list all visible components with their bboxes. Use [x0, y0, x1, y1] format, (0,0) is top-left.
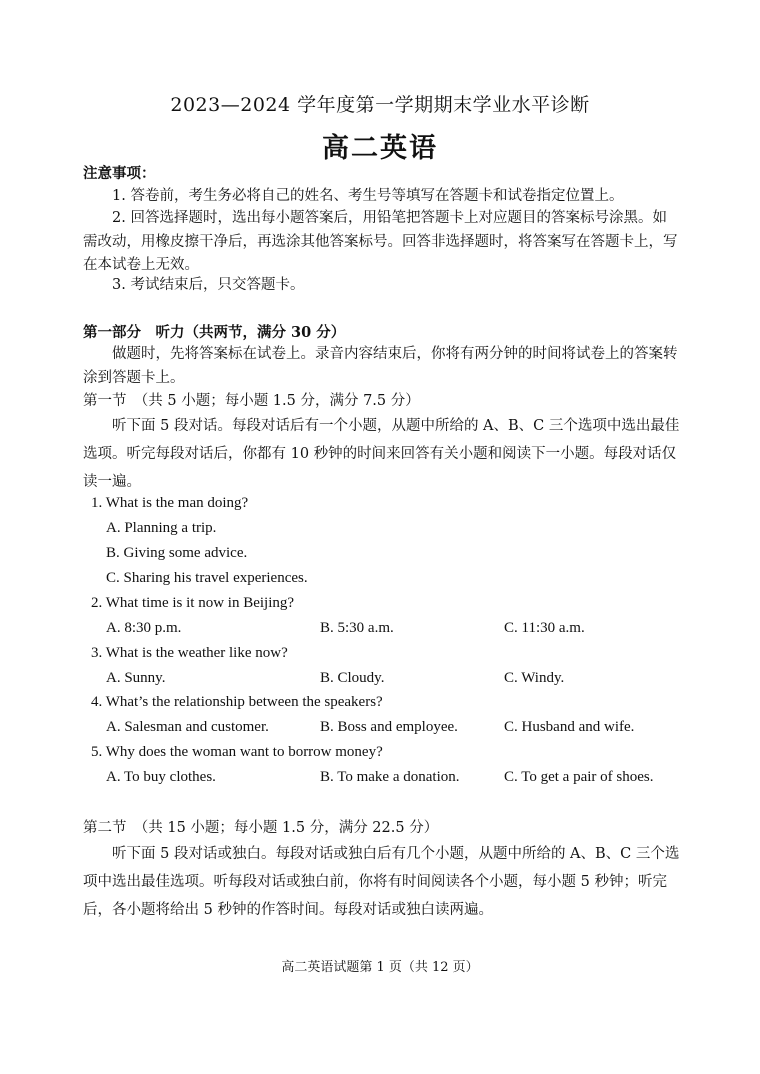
question-3-stem: 3. What is the weather like now? [91, 645, 288, 661]
question-2-option-a: A. 8:30 p.m. [106, 620, 182, 636]
question-1-option-c: C. Sharing his travel experiences. [106, 570, 308, 586]
notice-item-2: 2. 回答选择题时，选出每小题答案后，用铅笔把答题卡上对应题目的答案标号涂黑。如需改动，用橡皮擦干净后，再选涂其他答案标号。回答非选择题时，将答案写在答题卡上，写在本试卷上无效。 [83, 210, 678, 273]
section1-heading: 第一节 （共 5 小题；每小题 1.5 分，满分 7.5 分） [83, 393, 420, 409]
question-5-option-b: B. To make a donation. [320, 769, 460, 785]
question-2-option-c: C. 11:30 a.m. [504, 620, 585, 636]
question-3-option-b: B. Cloudy. [320, 670, 385, 686]
part1-intro: 做题时，先将答案标在试卷上。录音内容结束后，你将有两分钟的时间将试卷上的答案转涂到答题卡上。 [83, 346, 678, 386]
section2-heading: 第二节 （共 15 小题；每小题 1.5 分，满分 22.5 分） [83, 820, 439, 836]
exam-title: 2023—2024 学年度第一学期期末学业水平诊断 [170, 94, 590, 116]
question-2-option-b: B. 5:30 a.m. [320, 620, 394, 636]
question-4-option-c: C. Husband and wife. [504, 719, 635, 735]
question-3-option-a: A. Sunny. [106, 670, 166, 686]
part1-heading: 第一部分 听力（共两节，满分 30 分） [83, 324, 346, 341]
question-4-option-a: A. Salesman and customer. [106, 719, 269, 735]
question-4-option-b: B. Boss and employee. [320, 719, 458, 735]
question-5-option-a: A. To buy clothes. [106, 769, 216, 785]
question-2-stem: 2. What time is it now in Beijing? [91, 595, 295, 611]
notice-heading: 注意事项： [83, 165, 156, 182]
notice-item-1: 1. 答卷前，考生务必将自己的姓名、考生号等填写在答题卡和试卷指定位置上。 [112, 188, 624, 204]
section2-instructions: 听下面 5 段对话或独白。每段对话或独白后有几个小题，从题中所给的 A、B、C 三个选项中选出最佳选项。听每段对话或独白前，你将有时间阅读各个小题，每小题 5 秒钟；听完后，各小题将给出 5 秒钟的作答时间。每段对话或独白读两遍。 [83, 846, 680, 918]
page-footer: 高二英语试题第 1 页（共 12 页） [281, 960, 479, 975]
section1-instructions: 听下面 5 段对话。每段对话后有一个小题，从题中所给的 A、B、C 三个选项中选出最佳选项。听完每段对话后，你都有 10 秒钟的时间来回答有关小题和阅读下一小题。每段对话仅读一遍。 [83, 418, 680, 490]
question-4-stem: 4. What’s the relationship between the speakers? [91, 694, 383, 710]
question-5-stem: 5. Why does the woman want to borrow money? [91, 744, 383, 760]
subject-title: 高二英语 [322, 133, 438, 164]
notice-item-3: 3. 考试结束后，只交答题卡。 [112, 277, 305, 293]
question-3-option-c: C. Windy. [504, 670, 565, 686]
question-1-stem: 1. What is the man doing? [91, 495, 249, 511]
question-5-option-c: C. To get a pair of shoes. [504, 769, 654, 785]
question-1-option-a: A. Planning a trip. [106, 520, 217, 536]
question-1-option-b: B. Giving some advice. [106, 545, 248, 561]
